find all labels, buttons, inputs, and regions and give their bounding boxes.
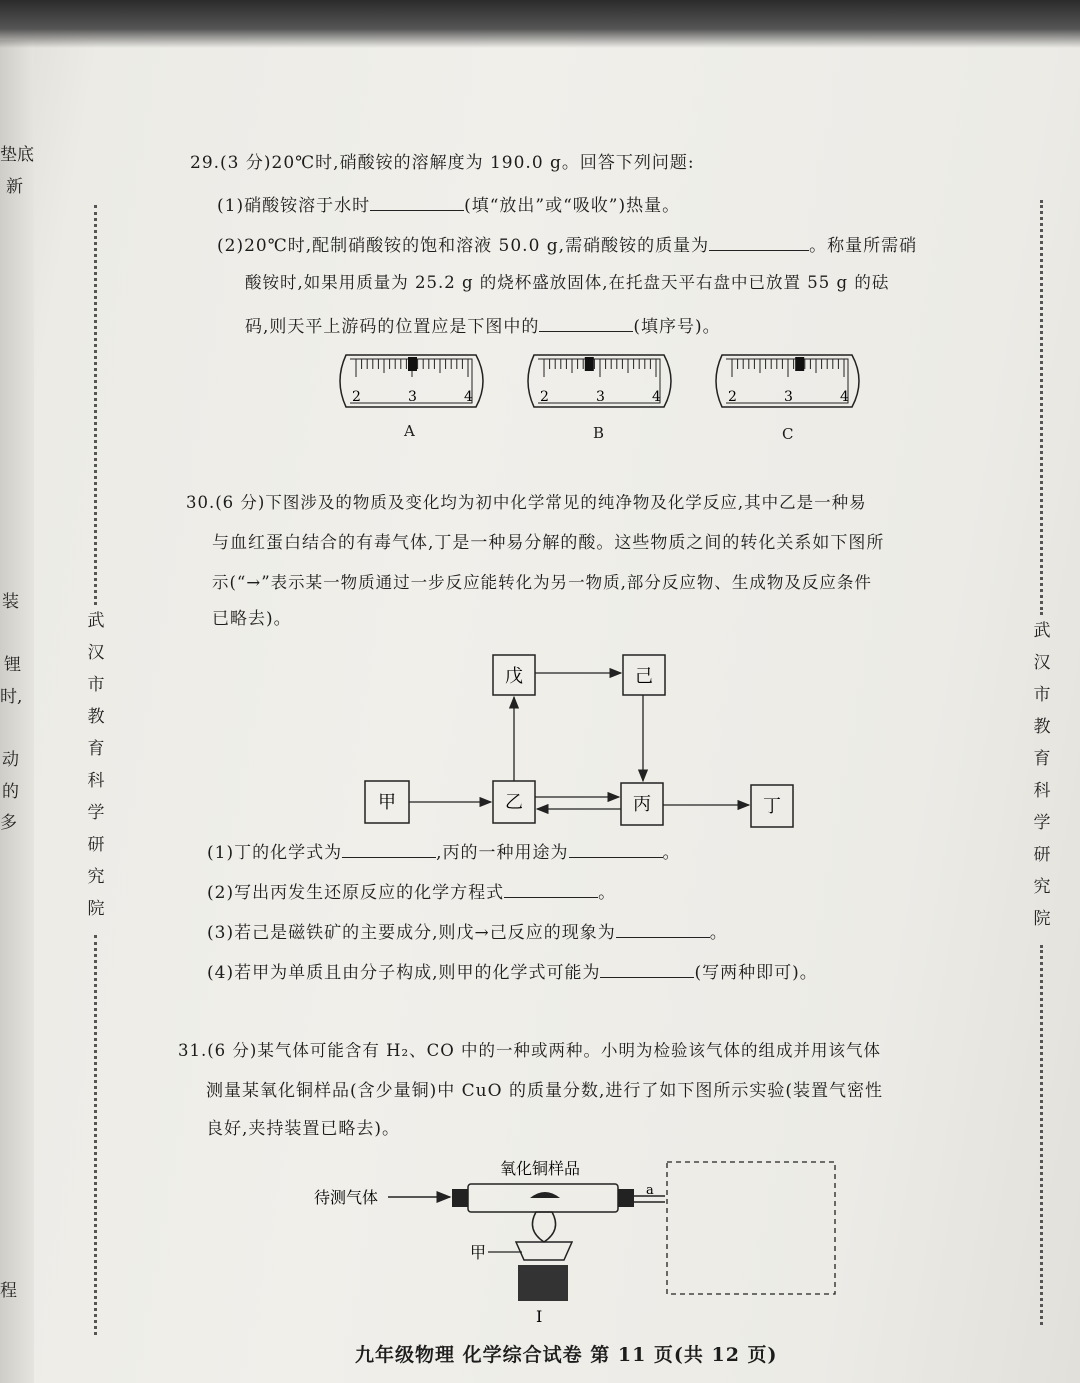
edge-fragment: 新 — [6, 177, 23, 197]
stopper-left — [452, 1189, 468, 1207]
label-jia: 甲 — [470, 1243, 487, 1262]
dashed-box — [667, 1162, 835, 1294]
edge-fragment: 垫底 — [0, 145, 34, 165]
q29-part2-text-end: 。称量所需硝 — [809, 236, 918, 256]
apparatus-figure — [300, 1150, 845, 1330]
ruler-tick-label: 4 — [840, 389, 849, 405]
ruler-tick-label: 4 — [652, 389, 661, 405]
q30-part2-text-end: 。 — [598, 883, 617, 903]
q30-part2 — [207, 883, 616, 902]
binding-char: 科 — [87, 771, 105, 791]
binding-char: 研 — [1033, 845, 1051, 865]
edge-fragment: 程 — [0, 1281, 17, 1301]
rider-ruler — [340, 355, 483, 407]
q30-part4-text: (4)若甲为单质且由分子构成,则甲的化学式可能为 — [207, 963, 601, 983]
rider-weight — [795, 357, 804, 371]
q30-part4-text-end: (写两种即可)。 — [694, 963, 818, 983]
svg-text:乙: 乙 — [505, 792, 523, 813]
q29-part2-line1 — [217, 236, 917, 255]
q29-part2-text: (2)20℃时,配制硝酸铵的饱和溶液 50.0 g,需硝酸铵的质量为 — [217, 236, 710, 256]
previous-page-edge — [0, 40, 34, 1383]
page-footer: 九年级物理 化学综合试卷 第 11 页(共 12 页) — [355, 1344, 778, 1366]
edge-fragment: 多 — [0, 813, 17, 833]
q31-line3: 良好,夹持装置已略去)。 — [206, 1119, 401, 1139]
binding-char: 武 — [1033, 621, 1051, 641]
binding-column-left — [84, 205, 108, 1335]
q29-part2-line3-text: 码,则天平上游码的位置应是下图中的 — [245, 317, 540, 337]
label-device-I: I — [536, 1307, 543, 1326]
ruler-tick-label: 3 — [408, 389, 417, 405]
q30-part4 — [207, 963, 818, 982]
binding-char: 市 — [87, 675, 105, 695]
binding-char: 院 — [1033, 909, 1051, 929]
node-ji — [623, 655, 665, 695]
svg-text:戊: 戊 — [505, 666, 523, 687]
rider-weight — [408, 357, 417, 371]
ruler-tick-label: 2 — [728, 389, 737, 405]
label-copper-oxide-sample: 氧化铜样品 — [500, 1159, 581, 1178]
node-ding — [751, 785, 793, 827]
q30-part2-text: (2)写出丙发生还原反应的化学方程式 — [207, 883, 505, 903]
ruler-tick-label: 2 — [540, 389, 549, 405]
answer-blank[interactable] — [370, 196, 464, 211]
q30-line2: 与血红蛋白结合的有毒气体,丁是一种易分解的酸。这些物质之间的转化关系如下图所 — [212, 533, 885, 553]
binding-char: 育 — [87, 739, 105, 759]
rider-weight — [585, 357, 594, 371]
top-shadow — [0, 0, 1080, 48]
svg-text:丙: 丙 — [633, 794, 651, 815]
edge-fragment: 时, — [0, 687, 23, 707]
answer-blank[interactable] — [709, 236, 809, 251]
sample-pile — [530, 1192, 560, 1198]
binding-char: 教 — [1033, 717, 1051, 737]
q30-line3: 示(“→”表示某一物质通过一步反应能转化为另一物质,部分反应物、生成物及反应条件 — [212, 573, 872, 592]
svg-text:丁: 丁 — [763, 796, 781, 817]
q30-line4: 已略去)。 — [212, 609, 292, 629]
stopper-right — [618, 1189, 634, 1207]
binding-char: 究 — [1033, 877, 1051, 897]
binding-char: 教 — [87, 707, 105, 727]
ruler-label-c: C — [782, 425, 794, 443]
binding-char: 汉 — [1033, 653, 1051, 673]
q30-part3-text: (3)若己是磁铁矿的主要成分,则戊→己反应的现象为 — [207, 923, 616, 943]
svg-text:己: 己 — [635, 666, 653, 687]
q29-part2-line3 — [245, 317, 721, 336]
conversion-diagram — [355, 645, 805, 835]
q30-part1-text-end: 。 — [662, 843, 681, 863]
node-bing — [621, 783, 663, 825]
q29-part2-line3-end: (填序号)。 — [633, 317, 721, 337]
answer-blank[interactable] — [600, 963, 694, 978]
binding-char: 育 — [1033, 749, 1051, 769]
q31-line2: 测量某氧化铜样品(含少量铜)中 CuO 的质量分数,进行了如下图所示实验(装置气密性 — [206, 1081, 883, 1101]
ruler-label-b: B — [593, 424, 605, 442]
binding-char: 院 — [87, 899, 105, 919]
binding-column-right — [1030, 200, 1054, 1325]
edge-fragment: 装 — [2, 592, 19, 612]
answer-blank[interactable] — [569, 843, 663, 858]
binding-char: 究 — [87, 867, 105, 887]
answer-blank[interactable] — [504, 883, 598, 898]
binding-char: 汉 — [87, 643, 105, 663]
q30-line1: 30.(6 分)下图涉及的物质及变化均为初中化学常见的纯净物及化学反应,其中乙是一种易 — [186, 493, 867, 512]
node-wu — [493, 655, 535, 695]
ruler-tick-label: 3 — [596, 389, 605, 405]
edge-fragment: 锂 — [4, 655, 21, 675]
ruler-tick-label: 4 — [464, 389, 473, 405]
binding-char: 科 — [1033, 781, 1051, 801]
binding-char: 研 — [87, 835, 105, 855]
q29-part1 — [217, 196, 680, 215]
q31-line1: 31.(6 分)某气体可能含有 H₂、CO 中的一种或两种。小明为检验该气体的组成并用该气体 — [178, 1041, 882, 1060]
node-yi — [493, 781, 535, 823]
rider-ruler — [528, 355, 671, 407]
q30-part1-text-mid: ,丙的一种用途为 — [436, 843, 569, 863]
rider-ruler — [716, 355, 859, 407]
flame-icon — [532, 1212, 555, 1242]
q30-part3-text-end: 。 — [709, 923, 728, 943]
edge-fragment: 的 — [2, 782, 19, 802]
binding-char: 学 — [1033, 813, 1051, 833]
lamp-base — [518, 1265, 568, 1301]
q29-part2-line2: 酸铵时,如果用质量为 25.2 g 的烧杯盛放固体,在托盘天平右盘中已放置 55 g 的砝 — [245, 273, 890, 292]
binding-char: 学 — [87, 803, 105, 823]
ruler-label-a: A — [404, 422, 415, 440]
q30-part3 — [207, 923, 728, 942]
svg-text:甲: 甲 — [378, 792, 396, 813]
q29-stem: 29.(3 分)20℃时,硝酸铵的溶解度为 190.0 g。回答下列问题: — [190, 153, 695, 173]
q30-part1-text: (1)丁的化学式为 — [207, 843, 343, 863]
binding-char: 武 — [87, 611, 105, 631]
ruler-tick-label: 2 — [352, 389, 361, 405]
node-jia — [365, 781, 409, 823]
ruler-tick-label: 3 — [784, 389, 793, 405]
answer-blank[interactable] — [539, 317, 633, 332]
binding-char: 市 — [1033, 685, 1051, 705]
q29-part1-text: (1)硝酸铵溶于水时 — [217, 196, 371, 216]
answer-blank[interactable] — [342, 843, 436, 858]
q29-part1-text-end: (填“放出”或“吸收”)热量。 — [464, 196, 681, 216]
alcohol-lamp-icon — [516, 1242, 572, 1260]
label-test-gas: 待测气体 — [314, 1188, 379, 1207]
label-a: a — [646, 1183, 654, 1198]
edge-fragment: 动 — [2, 750, 19, 770]
q30-part1 — [207, 843, 681, 862]
answer-blank[interactable] — [616, 923, 710, 938]
